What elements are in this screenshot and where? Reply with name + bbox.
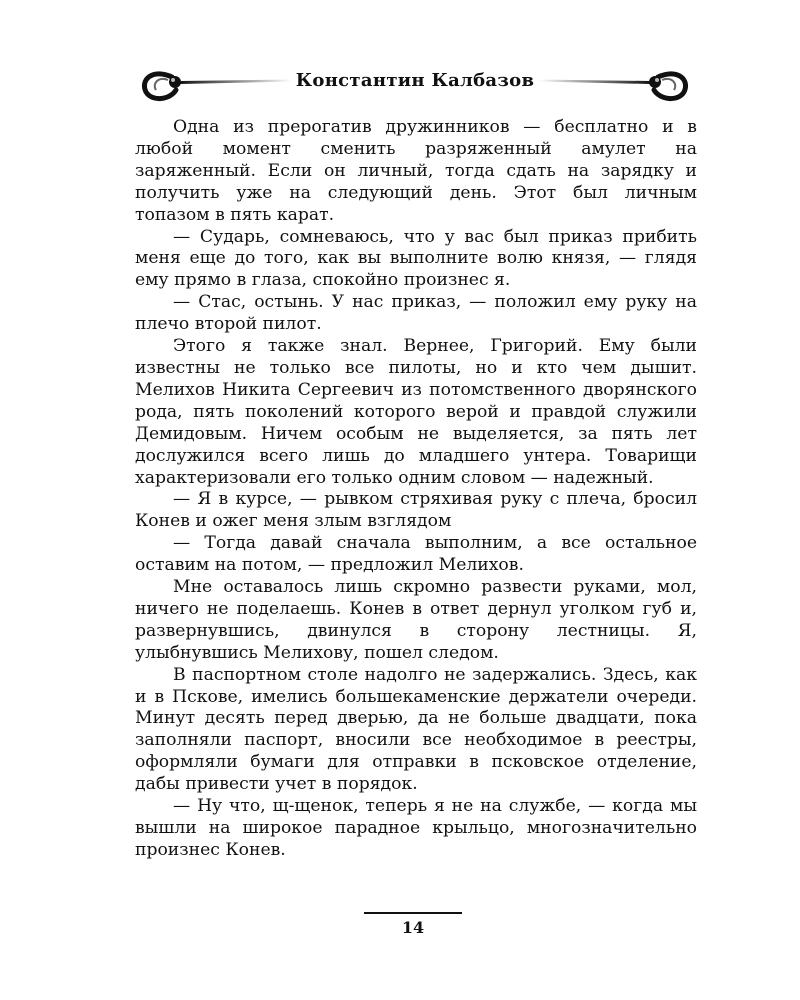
page-header: [132, 58, 698, 108]
text-body: [135, 117, 697, 862]
paragraph: Мне оставалось лишь скромно развести руками, мол, ничего не поделаешь. Конев в ответ дернул уголком губ и, развернувшись, двинулся в сторону лестницы. Я, улыбнувшись Мелихову, пошел следом.: [135, 577, 697, 663]
paragraph: В паспортном столе надолго не задержались. Здесь, как и в Пскове, имелись большекаменские держатели очереди. Минут десять перед дверью, да не больше двадцати, пока заполняли паспорт, вносили все необходимое в реестры, оформляли бумаги для отправки в псковское отделение, дабы привести учет в порядок.: [135, 664, 697, 795]
paragraph: — Тогда давай сначала выполним, а все остальное оставим на потом, — предложил Мелихов.: [135, 533, 697, 576]
running-title: Константин Калбазов: [295, 70, 535, 91]
paragraph: — Я в курсе, — рывком стряхивая руку с плеча, бросил Конев и ожег меня злым взглядом: [135, 489, 697, 532]
paragraph: Одна из прерогатив дружинников — бесплатно и в любой момент сменить разряженный амулет на заряженный. Если он личный, тогда сдать на зарядку и получить уже на следующий день. Этот был личным топазом в пять карат.: [135, 117, 697, 225]
paragraph: — Стас, остынь. У нас приказ, — положил ему руку на плечо второй пилот.: [135, 292, 697, 335]
page-number: 14: [401, 918, 425, 937]
paragraph: — Сударь, сомневаюсь, что у вас был приказ прибить меня еще до того, как вы выполните волю князя, — глядя ему прямо в глаза, спокойно произнес я.: [135, 226, 697, 291]
paragraph: Этого я также знал. Вернее, Григорий. Ему были известны не только все пилоты, но и кто чем дышит. Мелихов Никита Сергеевич из потомственного дворянского рода, пять поколений которого верой и правдой служили Демидовым. Ничем особым не выделяется, за пять лет дослужился всего лишь до младшего унтера. Товарищи характеризовали его только одним словом — надежный.: [135, 336, 697, 488]
footer-rule: [364, 912, 462, 914]
paragraph: — Ну что, щ-щенок, теперь я не на службе, — когда мы вышли на широкое парадное крыльцо, многозначительно произнес Конев.: [135, 796, 697, 860]
